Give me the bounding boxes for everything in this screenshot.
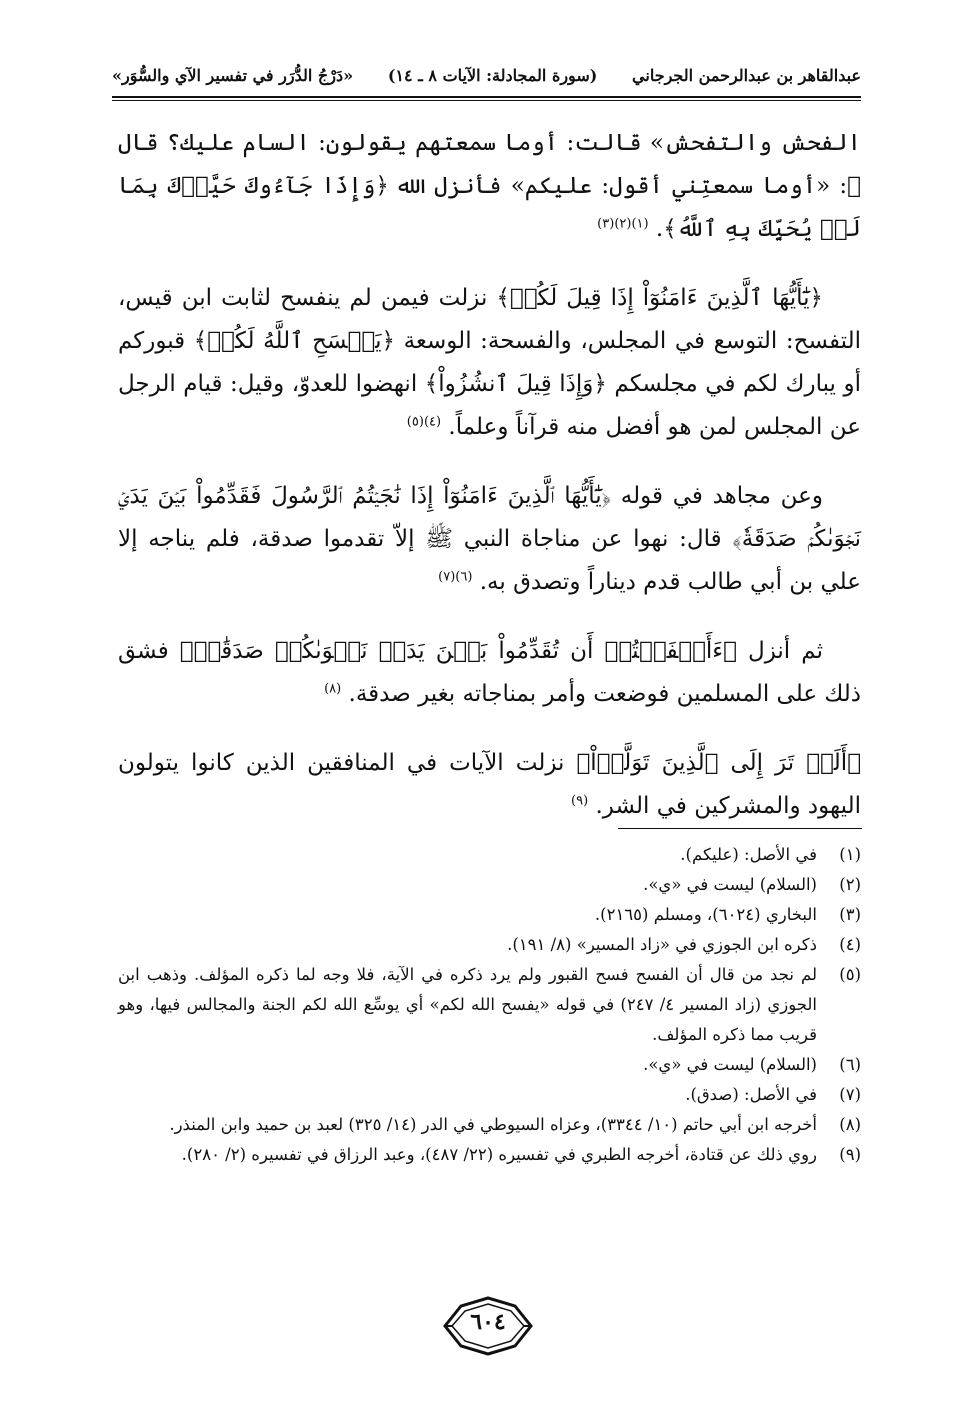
paragraph-4: ثم أنزل ﴿ءَأَشۡفَقۡتُمۡ أَن تُقَدِّمُواْ بَيۡنَ يَدَيۡ نَجۡوَىٰكُمۡ صَدَقَٰتٖ﴾ فشق ذلك على المسلمين فوضعت وأمر بمناجاته بغير صدقة. $^{(٨)}$ <box>118 638 861 707</box>
paragraph-5: ﴿أَلَمۡ تَرَ إِلَى ٱلَّذِينَ تَوَلَّوۡاْ﴾ نزلت الآيات في المنافقين الذين كانوا يتولون اليهود والمشركين في الشر. $^{(٩)}$ <box>118 750 861 819</box>
footnote-1: (١) في الأصل: (عليكم). <box>680 845 861 864</box>
page-number: ٦٠٤ <box>470 1309 506 1335</box>
header-author: عبدالقاهر بن عبدالرحمن الجرجاني <box>632 65 861 85</box>
footnote-ref: (٥) <box>406 414 424 430</box>
paragraph-3: وعن مجاهد في قوله ﴿يَٰٓأَيُّهَا ٱلَّذِينَ ءَامَنُوٓاْ إِذَا نَٰجَيۡتُمُ ٱلرَّسُولَ فَقَدِّمُواْ بَيۡنَ يَدَيۡ نَجۡوَىٰكُمۡ صَدَقَةٗ﴾ قال: نهوا عن مناجاة النبي ﷺ إلاّ تقدموا صدقة، فلم يناجه إلا علي بن أبي طالب قدم ديناراً وتصدق به. $^{(٦)(٧)}$ <box>118 483 861 595</box>
footnote-ref: (٨) <box>324 681 342 697</box>
footnote-ref: (٢) <box>614 216 632 232</box>
main-text <box>118 122 861 854</box>
footnotes <box>118 840 861 1170</box>
paragraph-1: الفحش والتفحش» قالت: أوما سمعتهم يقولون: السام عليك؟ قال ﷺ: «أوما سمعتِني أقول: عليكم» فأنزل الله ﴿وَإِذَا جَآءُوكَ حَيَّوۡكَ بِمَا لَمۡ يُحَيِّكَ بِهِ ٱللَّهُ﴾. $^{(١)(٢)(٣)}$ <box>118 130 861 242</box>
page-number-ornament <box>443 1296 533 1356</box>
footnote-9: (٩) روي ذلك عن قتادة، أخرجه الطبري في تفسيره (٢٢/ ٤٨٧)، وعبد الرزاق في تفسيره (٢/ ٢٨٠). <box>181 1145 861 1164</box>
header-book-title: «دَرْجُ الدُّرَر في تفسير الآي والسُّوَر» <box>112 65 354 85</box>
footnote-2: (٢) (السلام) ليست في «ي». <box>643 875 861 894</box>
running-header <box>112 58 861 92</box>
footnote-ref: (٧) <box>438 569 456 585</box>
footnote-7: (٧) في الأصل: (صدق). <box>685 1085 861 1104</box>
footnote-ref: (٩) <box>571 793 589 809</box>
header-divider <box>112 96 861 101</box>
footnote-ref: (١) <box>631 216 649 232</box>
header-surah: (سورة المجادلة: الآيات ٨ ـ ١٤) <box>387 65 598 85</box>
footnote-ref: (٦) <box>455 569 473 585</box>
paragraph-2: ﴿يَٰٓأَيُّهَا ٱلَّذِينَ ءَامَنُوٓاْ إِذَا قِيلَ لَكُمۡ﴾ نزلت فيمن لم ينفسح لثابت ابن قيس، التفسح: التوسع في المجلس، والفسحة: الوسعة ﴿يَفۡسَحِ ٱللَّهُ لَكُمۡ﴾ قبوركم أو يبارك لكم في مجلسكم ﴿وَإِذَا قِيلَ ٱنشُزُواْ﴾ انهضوا للعدوّ، وقيل: قيام الرجل عن المجلس لمن هو أفضل منه قرآناً وعلماً. $^{(٤)(٥)}$ <box>118 285 861 440</box>
footnote-3: (٣) البخاري (٦٠٢٤)، ومسلم (٢١٦٥). <box>594 905 861 924</box>
footnote-6: (٦) (السلام) ليست في «ي». <box>643 1055 861 1074</box>
footnote-5: (٥) لم نجد من قال أن الفسح فسح القبور ولم يرد ذكره في الآية، فلا وجه لما ذكره المؤلف. وذهب ابن الجوزي (زاد المسير ٤/ ٢٤٧) في قوله «يفسح الله لكم» أي يوسِّع الله لكم الجنة والمجالس فيها، وهو قريب مما ذكره المؤلف. <box>118 965 861 1044</box>
footnote-divider <box>618 828 862 829</box>
footnote-ref: (٤) <box>423 414 442 430</box>
footnote-4: (٤) ذكره ابن الجوزي في «زاد المسير» (٨/ ١٩١). <box>507 935 861 954</box>
footnote-8: (٨) أخرجه ابن أبي حاتم (١٠/ ٣٣٤٤)، وعزاه السيوطي في الدر (١٤/ ٣٢٥) لعبد بن حميد وابن المنذر. <box>169 1115 861 1134</box>
footnote-ref: (٣) <box>597 216 615 232</box>
